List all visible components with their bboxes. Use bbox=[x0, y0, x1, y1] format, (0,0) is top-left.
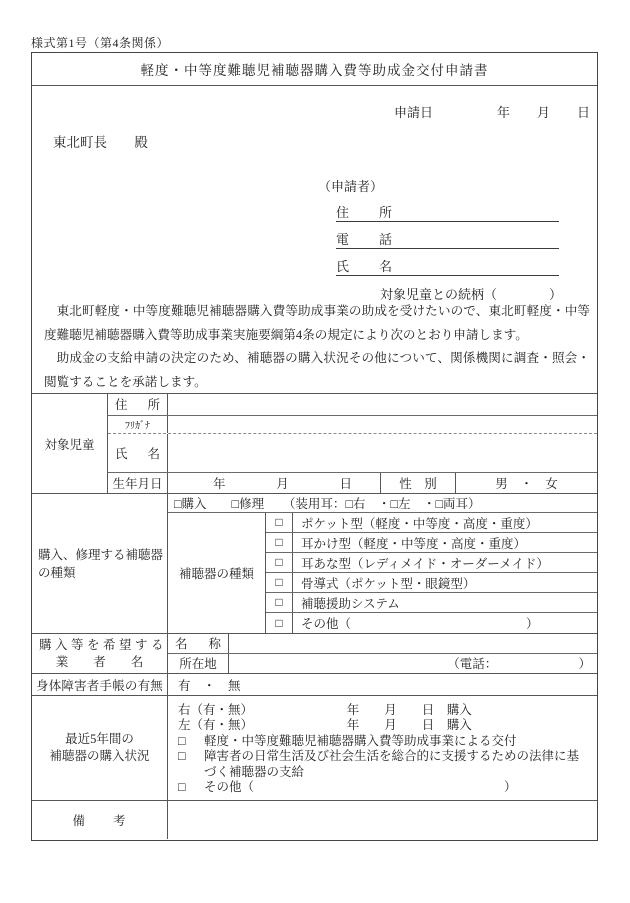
child-birthdate-label: 生年月日 bbox=[108, 473, 168, 493]
history-item-law bbox=[178, 749, 589, 780]
addressee-row bbox=[53, 131, 148, 151]
application-date-label: 申請日 bbox=[393, 105, 433, 120]
history-item-other bbox=[178, 780, 589, 795]
birth-month-unit: 月 bbox=[276, 477, 289, 492]
type-row-behind-ear bbox=[266, 533, 597, 553]
checkbox-assist-system[interactable]: □ bbox=[266, 593, 293, 612]
history-right-ear-line[interactable]: 右（有・無） 年 月 日 購入 bbox=[178, 703, 472, 717]
history-item-subsidy-label: 軽度・中等度難聴児補聴器購入費等助成事業による交付 bbox=[204, 733, 517, 748]
applicant-phone-label bbox=[336, 229, 392, 248]
declaration-paragraph-2: 助成金の支給申請の決定のため、補聴器の購入状況その他について、関係機関に調査・照会・閲覧することを承諾します。 bbox=[44, 351, 590, 389]
notes-input[interactable] bbox=[168, 801, 597, 839]
child-address-label-second: 所 bbox=[147, 398, 160, 413]
history-section-label bbox=[32, 696, 168, 800]
applicant-address-label bbox=[336, 202, 392, 221]
child-name-input[interactable] bbox=[168, 434, 597, 473]
applicant-name-label-first: 氏 bbox=[336, 259, 350, 274]
history-content bbox=[168, 696, 597, 800]
history-section-label-line2: 補聴器の購入状況 bbox=[49, 749, 150, 763]
device-section-label-line2: の種類 bbox=[38, 565, 76, 580]
month-unit: 月 bbox=[536, 105, 550, 120]
child-name-label-second: 名 bbox=[147, 446, 160, 461]
vendor-name-label bbox=[168, 634, 229, 653]
sex-label: 性 別 bbox=[381, 473, 456, 493]
handbook-section bbox=[32, 674, 597, 696]
applicant-name-field[interactable] bbox=[336, 254, 559, 276]
child-furigana-row bbox=[108, 416, 597, 434]
checkbox-history-other[interactable]: □ bbox=[178, 780, 186, 795]
applicant-address-label-first: 住 bbox=[336, 205, 350, 220]
child-address-label-first: 住 bbox=[115, 398, 128, 413]
applicant-heading: （申請者） bbox=[318, 179, 384, 194]
type-label-pocket: ポケット型（軽度・中等度・高度・重度） bbox=[301, 516, 538, 531]
type-row-other bbox=[266, 613, 597, 633]
notes-label: 備 考 bbox=[32, 801, 168, 839]
type-row-bone-conduction bbox=[266, 573, 597, 593]
relation-field[interactable]: 対象児童との続柄（ ） bbox=[380, 287, 563, 302]
type-label-in-ear: 耳あな型（レディメイド・オーダーメイド） bbox=[301, 556, 549, 571]
vendor-name-row bbox=[168, 634, 597, 654]
target-child-section bbox=[32, 394, 597, 494]
addressee-name: 東北町長 bbox=[53, 135, 107, 150]
device-type-label: 補聴器の種類 bbox=[168, 513, 266, 633]
child-name-label bbox=[108, 434, 168, 473]
child-address-input[interactable] bbox=[168, 394, 597, 415]
type-row-in-ear bbox=[266, 553, 597, 573]
vendor-phone-input[interactable]: （電話： ） bbox=[447, 657, 591, 672]
applicant-address-label-second: 所 bbox=[378, 205, 392, 220]
vendor-name-label-first: 名 bbox=[175, 637, 188, 652]
history-left-ear-line[interactable]: 左（有・無） 年 月 日 購入 bbox=[178, 718, 472, 733]
applicant-block bbox=[318, 176, 562, 303]
checkbox-other-type[interactable]: □ bbox=[266, 613, 293, 633]
applicant-name-label bbox=[336, 256, 392, 275]
type-row-pocket bbox=[266, 513, 597, 533]
device-section-label-line1: 購入、修理する補聴器 bbox=[38, 547, 164, 562]
form-sheet bbox=[31, 52, 598, 841]
sex-options[interactable]: 男 ・ 女 bbox=[495, 477, 558, 492]
applicant-phone-label-second: 話 bbox=[378, 232, 392, 247]
applicant-phone-field[interactable] bbox=[336, 227, 559, 249]
child-name-label-first: 氏 bbox=[115, 446, 128, 461]
checkbox-behind-ear-type[interactable]: □ bbox=[266, 533, 293, 552]
applicant-phone-label-first: 電 bbox=[336, 232, 350, 247]
checkbox-pocket-type[interactable]: □ bbox=[266, 513, 293, 532]
declaration-text bbox=[44, 300, 590, 394]
device-section-label bbox=[32, 494, 168, 633]
vendor-section-label bbox=[32, 634, 168, 673]
child-furigana-label: ﾌﾘｶﾞﾅ bbox=[108, 416, 168, 433]
checkbox-bone-conduction-type[interactable]: □ bbox=[266, 573, 293, 592]
child-name-row bbox=[108, 434, 597, 474]
vendor-name-input[interactable] bbox=[229, 634, 597, 653]
checkbox-in-ear-type[interactable]: □ bbox=[266, 553, 293, 572]
child-address-row bbox=[108, 394, 597, 416]
form-title: 軽度・中等度難聴児補聴器購入費等助成金交付申請書 bbox=[32, 53, 597, 86]
history-item-law-label: 障害者の日常生活及び社会生活を総合的に支援するための法律に基づく補聴器の支給 bbox=[204, 749, 580, 779]
history-section-label-line1: 最近5年間の bbox=[65, 732, 134, 746]
applicant-address-field[interactable] bbox=[336, 200, 559, 222]
vendor-section-label-line2: 業 者 名 bbox=[55, 654, 144, 669]
declaration-paragraph-1: 東北町軽度・中等度難聴児補聴器購入費等助成事業の助成を受けたいので、東北町軽度・中等度難聴児補聴器購入費等助成事業実施要綱第4条の規定により次のとおり申請します。 bbox=[44, 304, 590, 342]
type-row-assist-system bbox=[266, 593, 597, 613]
purchase-repair-row[interactable]: □購入 □修理 （装用耳：□右 ・□左 ・□両耳） bbox=[168, 494, 597, 513]
handbook-label: 身体障害者手帳の有無 bbox=[32, 674, 168, 695]
vendor-location-label: 所在地 bbox=[168, 654, 229, 673]
honorific: 殿 bbox=[134, 135, 148, 150]
device-type-section bbox=[32, 494, 597, 634]
history-section bbox=[32, 696, 597, 801]
target-child-label: 対象児童 bbox=[32, 394, 108, 493]
history-item-other-label[interactable]: その他（ ） bbox=[204, 780, 517, 795]
day-unit: 日 bbox=[576, 105, 590, 120]
form-number: 様式第1号（第4条関係） bbox=[31, 36, 170, 50]
checkbox-history-law[interactable]: □ bbox=[178, 749, 186, 764]
type-label-bone-conduction: 骨導式（ポケット型・眼鏡型） bbox=[301, 576, 476, 591]
child-birthdate-row bbox=[108, 473, 597, 493]
vendor-section bbox=[32, 634, 597, 674]
history-item-subsidy bbox=[178, 734, 589, 749]
vendor-name-label-second: 称 bbox=[208, 637, 221, 652]
handbook-options[interactable]: 有 ・ 無 bbox=[178, 678, 241, 693]
birth-day-unit: 日 bbox=[339, 477, 352, 492]
application-date-row bbox=[32, 102, 597, 121]
vendor-section-label-line1: 購入等を希望する bbox=[39, 637, 168, 652]
checkbox-history-subsidy[interactable]: □ bbox=[178, 733, 186, 748]
applicant-name-label-second: 名 bbox=[378, 259, 392, 274]
type-label-other[interactable]: その他（ ） bbox=[301, 617, 539, 631]
vendor-location-row bbox=[168, 654, 597, 673]
type-label-behind-ear: 耳かけ型（軽度・中等度・高度・重度） bbox=[301, 536, 527, 551]
child-furigana-input[interactable] bbox=[168, 416, 597, 433]
birth-year-unit: 年 bbox=[213, 477, 226, 492]
type-label-assist-system: 補聴援助システム bbox=[301, 596, 400, 611]
notes-section bbox=[32, 801, 597, 839]
child-birthdate-input[interactable] bbox=[168, 473, 381, 493]
header-section bbox=[32, 86, 597, 394]
year-unit: 年 bbox=[496, 105, 510, 120]
child-address-label bbox=[108, 394, 168, 415]
